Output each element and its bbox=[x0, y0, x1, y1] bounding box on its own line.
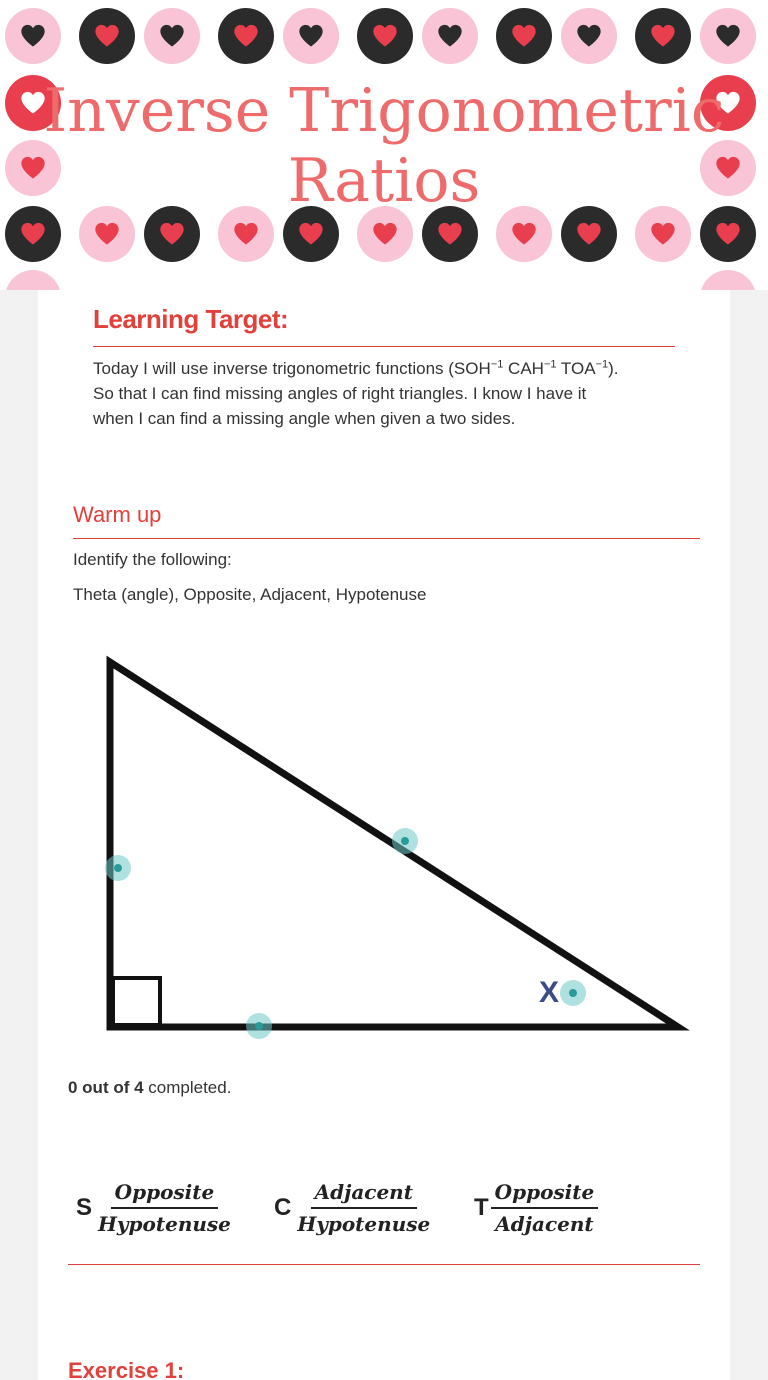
heart-icon bbox=[5, 270, 61, 290]
sine-ratio bbox=[76, 1180, 235, 1236]
worksheet-card bbox=[38, 290, 730, 1380]
angle-label-x: X bbox=[539, 976, 560, 1009]
heart-icon bbox=[357, 8, 413, 64]
tangent-ratio bbox=[474, 1180, 598, 1236]
hotspot-bottom-side[interactable] bbox=[246, 1013, 272, 1039]
heart-icon bbox=[79, 8, 135, 64]
learning-target-line2: So that I can find missing angles of right triangles. I know I have it bbox=[93, 384, 587, 403]
warm-up-divider bbox=[73, 538, 700, 539]
sine-numerator: Opposite bbox=[111, 1180, 219, 1209]
hotspot-left-side[interactable] bbox=[105, 855, 131, 881]
heart-icon bbox=[422, 8, 478, 64]
exercise-heading: Exercise 1: bbox=[68, 1358, 185, 1380]
page-title-line2: Ratios bbox=[287, 146, 481, 216]
cosine-fraction bbox=[293, 1180, 434, 1236]
heart-icon bbox=[561, 8, 617, 64]
hotspot-hypotenuse[interactable] bbox=[392, 828, 418, 854]
heart-icon bbox=[635, 8, 691, 64]
cosine-numerator: Adjacent bbox=[311, 1180, 417, 1209]
warm-up-instruction: Identify the following: bbox=[73, 550, 232, 569]
heart-icon bbox=[496, 8, 552, 64]
page-title-line1: Inverse Trigonometric bbox=[43, 76, 725, 146]
sine-fraction bbox=[94, 1180, 235, 1236]
ratios-divider bbox=[68, 1264, 700, 1265]
heart-icon bbox=[700, 270, 756, 290]
learning-target-line1: Today I will use inverse trigonometric functions ($SOH^{-1}$ $CAH^{-1}$ $TOA^{-1}$). bbox=[93, 358, 619, 378]
heart-icon bbox=[5, 8, 61, 64]
heart-icon bbox=[283, 8, 339, 64]
cosine-letter: C bbox=[274, 1194, 292, 1221]
heart-icon bbox=[218, 8, 274, 64]
learning-target-heading: Learning Target: bbox=[93, 304, 289, 334]
tangent-fraction bbox=[491, 1180, 599, 1236]
tangent-denominator: Adjacent bbox=[495, 1212, 594, 1236]
right-angle-marker bbox=[113, 978, 160, 1025]
cosine-denominator: Hypotenuse bbox=[297, 1212, 431, 1236]
sine-letter: S bbox=[76, 1194, 93, 1221]
sine-denominator: Hypotenuse bbox=[98, 1212, 231, 1236]
tangent-numerator: Opposite bbox=[491, 1180, 599, 1209]
heart-icon bbox=[700, 8, 756, 64]
tangent-letter: T bbox=[474, 1194, 489, 1221]
heart-icon bbox=[144, 8, 200, 64]
header-banner bbox=[0, 0, 768, 290]
warm-up-heading: Warm up bbox=[73, 502, 162, 527]
cosine-ratio bbox=[274, 1180, 434, 1236]
progress-status: 0 out of 4 completed. bbox=[68, 1078, 232, 1097]
learning-target-text bbox=[93, 356, 683, 431]
learning-target-line3: when I can find a missing angle when given a two sides. bbox=[93, 409, 516, 428]
progress-count: 0 out of 4 bbox=[68, 1078, 144, 1097]
warm-up-terms: Theta (angle), Opposite, Adjacent, Hypotenuse bbox=[73, 585, 427, 604]
hotspot-angle-x[interactable] bbox=[560, 980, 586, 1006]
learning-target-divider bbox=[93, 346, 675, 347]
